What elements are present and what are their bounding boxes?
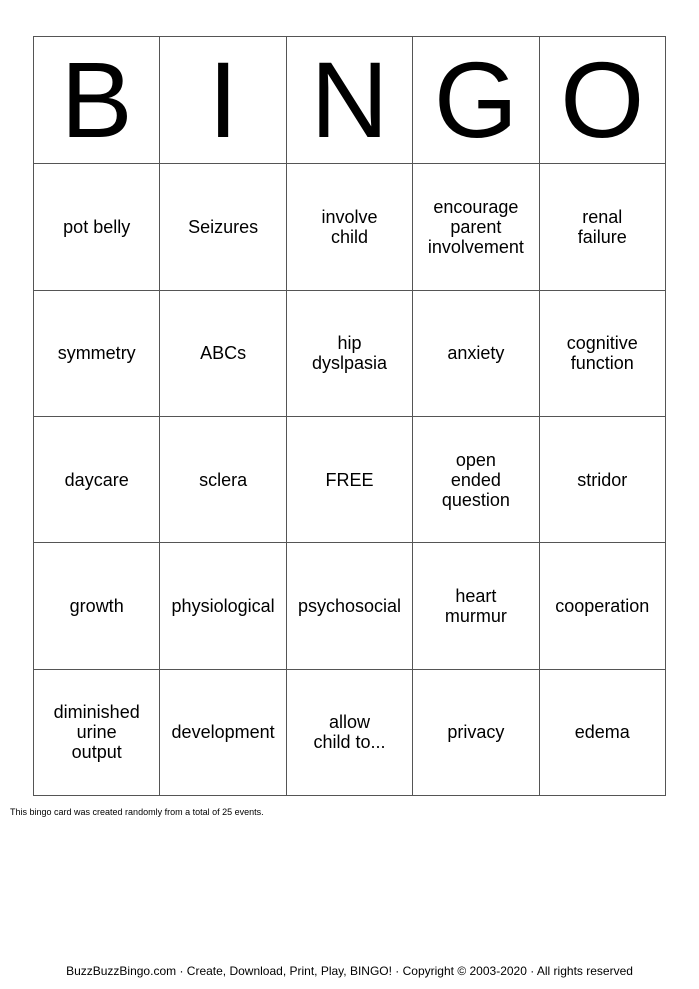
bingo-cell-text: pot belly [63,216,131,237]
bingo-cell-text: Seizures [188,216,259,237]
header-letter-b: B [34,37,160,164]
bingo-cell [539,416,665,542]
bingo-cell [34,543,160,669]
bingo-cell-text: development [171,722,275,743]
bingo-cell [413,416,539,542]
bingo-cell-text: cooperation [555,595,650,616]
bingo-cell [413,290,539,416]
bingo-cell-text: heart murmur [444,585,507,626]
bingo-cell [160,164,286,290]
bingo-cell [539,164,665,290]
bingo-cell [34,416,160,542]
bingo-cell [286,669,412,795]
bingo-cell-text: ABCs [200,343,247,364]
bingo-cell [413,164,539,290]
bingo-cell-text: diminished urine output [53,702,140,763]
bingo-cell-text: involve child [321,206,378,247]
header-letter-n: N [286,37,412,164]
bingo-cell [539,290,665,416]
bingo-cell [160,543,286,669]
bingo-cell-text: growth [69,595,124,616]
bingo-cell-text: privacy [447,722,505,743]
card-generation-note: This bingo card was created randomly from a total of 25 events. [10,807,264,817]
bingo-cell [286,290,412,416]
bingo-cell-text: anxiety [447,343,505,364]
bingo-cell [539,669,665,795]
bingo-cell [286,164,412,290]
bingo-cell [413,543,539,669]
bingo-cell-text: FREE [325,469,374,490]
bingo-free-cell [286,416,412,542]
bingo-cell-text: allow child to... [313,712,386,753]
bingo-cell [34,669,160,795]
bingo-cell [160,290,286,416]
bingo-cell-text: physiological [171,595,275,616]
bingo-row [34,416,666,542]
bingo-row [34,164,666,290]
page-footer: BuzzBuzzBingo.com · Create, Download, Print, Play, BINGO! · Copyright © 2003-2020 · All rights reserved [66,964,633,978]
bingo-cell-text: symmetry [57,343,136,364]
bingo-cell [286,543,412,669]
bingo-row [34,543,666,669]
bingo-cell-text: sclera [199,469,248,490]
header-letter-g: G [413,37,539,164]
bingo-cell [34,290,160,416]
bingo-cell-text: edema [574,722,630,743]
bingo-cell-text: daycare [64,469,129,490]
bingo-row [34,669,666,795]
bingo-cell-text: psychosocial [297,595,401,616]
bingo-cell-text: stridor [577,469,628,490]
bingo-card [33,36,666,796]
bingo-cell-text: renal failure [577,206,627,247]
header-letter-o: O [539,37,665,164]
bingo-cell [34,164,160,290]
bingo-cell-text: hip dyslpasia [311,333,387,374]
bingo-header-row [34,37,666,164]
bingo-cell [413,669,539,795]
header-letter-i: I [160,37,286,164]
bingo-cell [539,543,665,669]
bingo-row [34,290,666,416]
bingo-cell-text: encourage parent involvement [427,196,524,257]
bingo-cell [160,416,286,542]
bingo-cell-text: cognitive function [566,333,638,374]
bingo-cell [160,669,286,795]
bingo-cell-text: open ended question [441,449,510,510]
